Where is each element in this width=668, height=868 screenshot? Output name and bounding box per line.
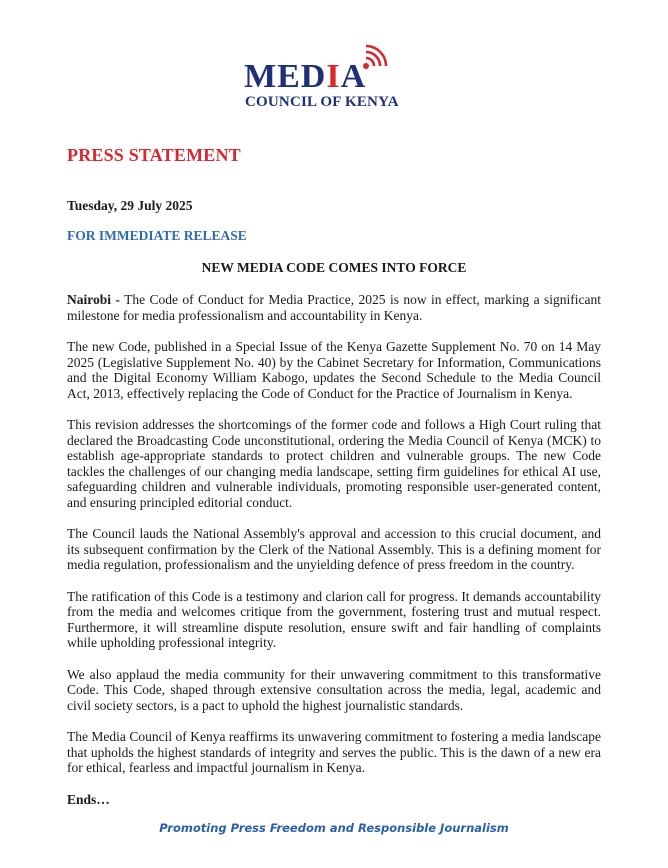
logo-subtitle: COUNCIL OF KENYA xyxy=(245,94,399,110)
paragraph-7: The Media Council of Kenya reaffirms its unwavering commitment to fostering a media landscape that upholds the highest standards of integrity and serves the public. This is the dawn of a new era for ethical, fearless and impactful journalism in Kenya. xyxy=(67,729,601,775)
paragraph-5: The ratification of this Code is a testimony and clarion call for progress. It demands accountability from the media and welcomes critique from the government, fostering trust and mutual respect. Furthermore, it will streamline dispute resolution, ensure swift and fair handling of complaints while upholding professional integrity. xyxy=(67,588,601,650)
paragraph-2: The new Code, published in a Special Issue of the Kenya Gazette Supplement No. 70 on 14 May 2025 (Legislative Supplement No. 40) by the Cabinet Secretary for Information, Communications and the Digital Economy William Kabogo, updates the Second Schedule to the Media Council Act, 2013, effectively replacing the Code of Conduct for the Practice of Journalism in Kenya. xyxy=(67,339,601,401)
logo-word-part3: A xyxy=(340,58,367,95)
statement-body xyxy=(67,292,601,808)
headline: NEW MEDIA CODE COMES INTO FORCE xyxy=(201,260,467,275)
dateline: Nairobi - xyxy=(67,292,120,307)
paragraph-4: The Council lauds the National Assembly's approval and accession to this crucial document, and its subsequent confirmation by the Clerk of the National Assembly. This is a defining moment for media regulation, professionalism and the unyielding defence of press freedom in the country. xyxy=(67,526,601,572)
paragraph-6: We also applaud the media community for their unwavering commitment to this transformative Code. This Code, shaped through extensive consultation across the media, legal, academic and civil society sectors, is a pact to uphold the highest journalistic standards. xyxy=(67,666,601,713)
paragraph-3: This revision addresses the shortcomings of the former code and follows a High Court ruling that declared the Broadcasting Code unconstitutional, ordering the Media Council of Kenya (MCK) to establish age-appropriate standards to protect children and vulnerable groups. The new Code tackles the challenges of our changing media landscape, setting firm guidelines for ethical AI use, safeguarding children and vulnerable individuals, promoting responsible user-generated content, and ensuring principled editorial conduct. xyxy=(67,417,601,510)
ends-marker: Ends… xyxy=(67,791,110,807)
media-council-logo xyxy=(0,44,668,114)
paragraph-1 xyxy=(67,292,601,323)
page-title: PRESS STATEMENT xyxy=(67,145,241,165)
logo-word-part2: I xyxy=(326,58,341,95)
logo-word-part1: MED xyxy=(244,58,327,95)
paragraph-1-text: The Code of Conduct for Media Practice, 2025 is now in effect, marking a significant milestone for media professionalism and accountability in Kenya. xyxy=(67,292,601,323)
release-label: FOR IMMEDIATE RELEASE xyxy=(67,228,247,243)
logo-wordmark xyxy=(244,60,366,94)
statement-date: Tuesday, 29 July 2025 xyxy=(67,198,193,213)
footer-tagline: Promoting Press Freedom and Responsible Journalism xyxy=(159,821,509,835)
